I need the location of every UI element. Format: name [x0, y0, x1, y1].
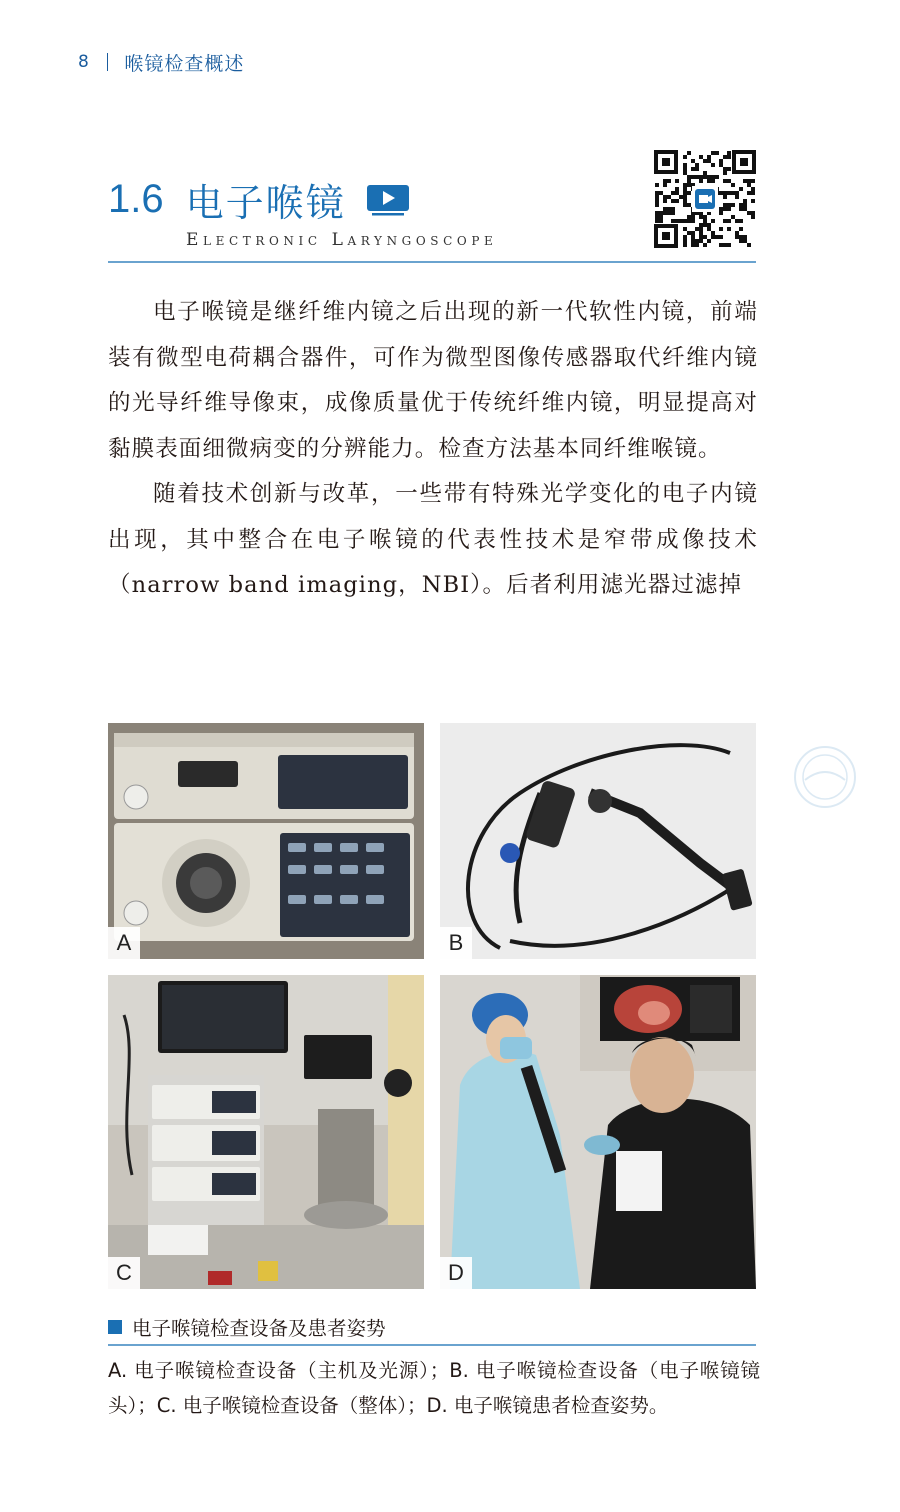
caption-rule [108, 1344, 756, 1346]
endoscopy-host-photo [108, 723, 424, 959]
running-head [78, 48, 244, 76]
section-number: 1.6 [108, 177, 164, 221]
figure-panel-a [108, 723, 424, 959]
laryngoscope-lens-photo [440, 723, 756, 959]
section-title: 电子喉镜 [185, 181, 346, 225]
section-heading [108, 172, 410, 227]
body-text [108, 290, 758, 609]
caption-bullet-icon [108, 1320, 122, 1334]
page-number: 8 [78, 52, 89, 72]
chapter-title: 喉镜检查概述 [124, 52, 245, 75]
qr-code-icon[interactable] [654, 150, 756, 248]
endoscopy-cart-photo [108, 975, 424, 1289]
panel-label: B [440, 927, 472, 959]
panel-label: D [440, 1257, 472, 1289]
caption-title-text: 电子喉镜检查设备及患者姿势 [132, 1317, 386, 1340]
figure-panel-b [440, 723, 756, 959]
title-rule [108, 261, 756, 263]
header-divider [107, 53, 109, 71]
panel-label: A [108, 927, 140, 959]
figure-caption-text: A. 电子喉镜检查设备（主机及光源）；B. 电子喉镜检查设备（电子喉镜镜头）；C. 电子喉镜检查设备（整体）；D. 电子喉镜患者检查姿势。 [108, 1359, 760, 1417]
figure-panel-c [108, 975, 424, 1289]
figure-caption-title [108, 1313, 386, 1341]
publisher-watermark-icon [790, 742, 860, 812]
patient-exam-photo [440, 975, 756, 1289]
paragraph: 随着技术创新与改革，一些带有特殊光学变化的电子内镜出现，其中整合在电子喉镜的代表性技术是窄带成像技术（narrow band imaging，NBI）。后者利用滤光器过滤掉 [108, 481, 758, 598]
section-subtitle-en: Electronic Laryngoscope [186, 230, 498, 250]
video-play-icon[interactable] [366, 184, 410, 216]
figure-panel-d [440, 975, 756, 1289]
paragraph: 电子喉镜是继纤维内镜之后出现的新一代软性内镜，前端装有微型电荷耦合器件，可作为微型图像传感器取代纤维内镜的光导纤维导像束，成像质量优于传统纤维内镜，明显提高对黏膜表面细微病变的分辨能力。检查方法基本同纤维喉镜。 [108, 299, 758, 462]
panel-label: C [108, 1257, 140, 1289]
